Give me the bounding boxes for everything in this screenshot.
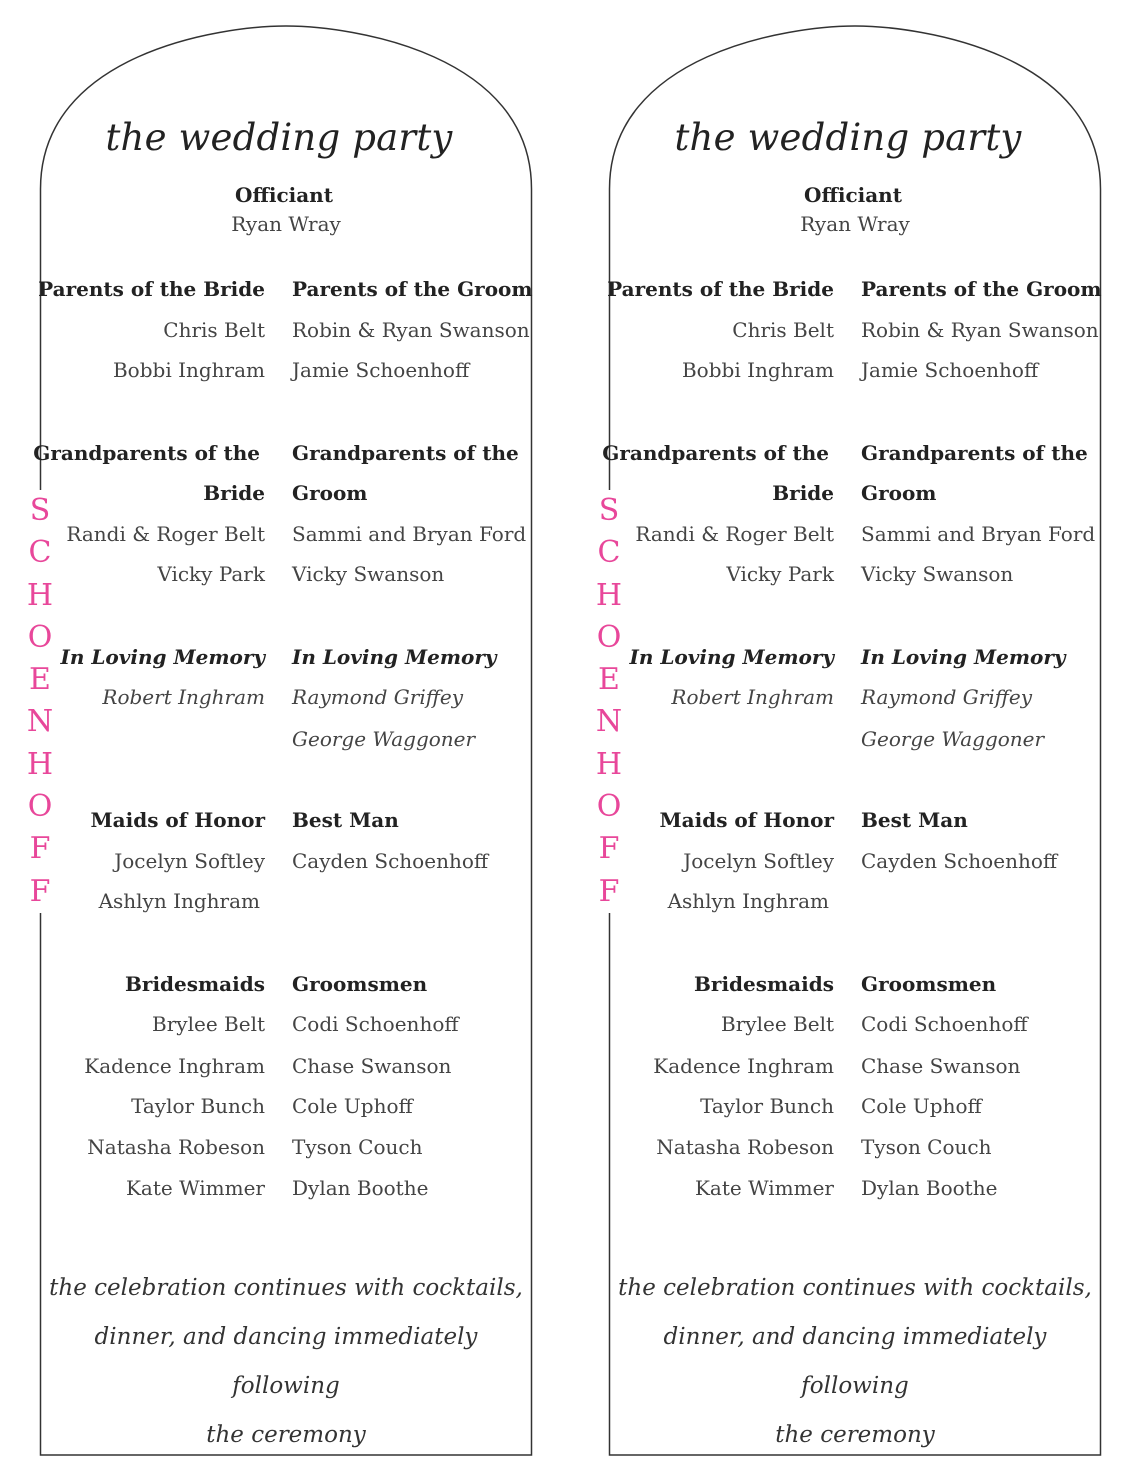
bridesmaids-heading: Bridesmaids [694,972,834,996]
bride-parent-name: Bobbi Inghram [681,358,834,382]
vertical-letter: S [29,493,51,528]
vertical-letter: H [26,746,54,782]
parents-of-groom-heading: Parents of the Groom [861,277,1102,301]
grandparents-of-groom-heading: Grandparents of the [861,441,1088,465]
program-panel-right [602,24,1102,1456]
grandparents-of-bride-heading-cont: Bride [203,481,265,505]
best-man-name: Cayden Schoenhoff [861,849,1058,873]
groomsman-name: Chase Swanson [861,1054,1021,1078]
grandparents-of-bride-heading: Grandparents of the [602,441,829,465]
closing-message [608,1264,1102,1460]
bridesmaid-name: Taylor Bunch [700,1094,834,1118]
bride-parent-name: Chris Belt [732,318,834,342]
parents-of-groom-heading: Parents of the Groom [292,277,533,301]
bridesmaid-name: Natasha Robeson [656,1135,834,1159]
groomsmen-heading: Groomsmen [292,972,428,996]
vertical-letter: O [27,789,53,825]
groom-parent-name: Robin & Ryan Swanson [861,318,1099,342]
vertical-letter: F [598,831,620,867]
vertical-letter: N [595,704,623,740]
officiant-name: Ryan Wray [231,212,341,236]
bride-grandparent-name: Randi & Roger Belt [635,522,834,546]
grandparents-of-groom-heading-cont: Groom [861,481,937,505]
memory-groom-heading: In Loving Memory [861,645,1066,669]
vertical-letter: O [27,619,53,655]
vertical-letter: O [596,789,622,825]
groom-grandparent-name: Sammi and Bryan Ford [861,522,1096,546]
vertical-family-name [20,490,60,913]
vertical-letter: S [598,493,620,528]
closing-line: the celebration continues with cocktails, [618,1275,1092,1301]
closing-line: the ceremony [206,1422,366,1448]
best-man-heading: Best Man [292,808,399,832]
groomsmen-heading: Groomsmen [861,972,997,996]
grandparents-of-groom-heading: Grandparents of the [292,441,519,465]
parents-of-bride-heading: Parents of the Bride [38,277,265,301]
grandparents-of-bride-heading: Grandparents of the [33,441,260,465]
officiant-name: Ryan Wray [800,212,910,236]
closing-line: the ceremony [775,1422,935,1448]
bridesmaid-name: Brylee Belt [721,1012,834,1036]
officiant-heading: Officiant [235,183,333,207]
groomsman-name: Cole Uphoff [861,1094,982,1118]
best-man-name: Cayden Schoenhoff [292,849,489,873]
vertical-family-name [589,490,629,913]
maid-of-honor-name: Ashlyn Inghram [98,889,260,913]
bride-grandparent-name: Randi & Roger Belt [66,522,265,546]
groomsman-name: Tyson Couch [292,1135,423,1159]
groom-grandparent-name: Sammi and Bryan Ford [292,522,527,546]
officiant-heading: Officiant [804,183,902,207]
memory-bride-heading: In Loving Memory [60,645,265,669]
closing-line: dinner, and dancing immediately following [94,1324,478,1399]
bridesmaid-name: Natasha Robeson [87,1135,265,1159]
memory-groom-heading: In Loving Memory [292,645,497,669]
groom-parent-name: Robin & Ryan Swanson [292,318,530,342]
grandparents-of-groom-heading-cont: Groom [292,481,368,505]
maids-of-honor-heading: Maids of Honor [659,808,834,832]
best-man-heading: Best Man [861,808,968,832]
groomsman-name: Codi Schoenhoff [292,1012,459,1036]
grandparents-of-bride-heading-cont: Bride [772,481,834,505]
panel-title: the wedding party [674,116,1022,159]
panel-title: the wedding party [105,116,453,159]
memory-groom-name: George Waggoner [861,727,1045,751]
vertical-letter: C [28,535,52,571]
memory-bride-heading: In Loving Memory [629,645,834,669]
vertical-letter: F [598,873,620,909]
groomsman-name: Tyson Couch [861,1135,992,1159]
bridesmaid-name: Kate Wimmer [125,1176,265,1200]
vertical-letter: F [29,873,51,909]
bride-grandparent-name: Vicky Park [726,562,834,586]
bridesmaid-name: Brylee Belt [152,1012,265,1036]
groom-grandparent-name: Vicky Swanson [861,562,1014,586]
groomsman-name: Cole Uphoff [292,1094,413,1118]
bride-grandparent-name: Vicky Park [157,562,265,586]
parents-of-bride-heading: Parents of the Bride [607,277,834,301]
vertical-letter: H [595,577,623,613]
closing-message [39,1264,533,1460]
groomsman-name: Chase Swanson [292,1054,452,1078]
vertical-letter: C [597,535,621,571]
vertical-letter: H [26,577,54,613]
memory-bride-name: Robert Inghram [671,685,834,709]
vertical-letter: E [29,662,51,698]
groom-parent-name: Jamie Schoenhoff [861,358,1039,382]
bride-parent-name: Chris Belt [163,318,265,342]
bridesmaids-heading: Bridesmaids [125,972,265,996]
bridesmaid-name: Kadence Inghram [84,1054,265,1078]
vertical-letter: N [26,704,54,740]
memory-groom-name: Raymond Griffey [861,685,1033,709]
maid-of-honor-name: Ashlyn Inghram [667,889,829,913]
maids-of-honor-heading: Maids of Honor [90,808,265,832]
groom-parent-name: Jamie Schoenhoff [292,358,470,382]
memory-bride-name: Robert Inghram [102,685,265,709]
bridesmaid-name: Kate Wimmer [694,1176,834,1200]
maid-of-honor-name: Jocelyn Softley [683,849,834,873]
groomsman-name: Codi Schoenhoff [861,1012,1028,1036]
program-panel-left [33,24,533,1456]
groomsman-name: Dylan Boothe [861,1176,998,1200]
vertical-letter: O [596,619,622,655]
groomsman-name: Dylan Boothe [292,1176,429,1200]
vertical-letter: F [29,831,51,867]
maid-of-honor-name: Jocelyn Softley [114,849,265,873]
memory-groom-name: George Waggoner [292,727,476,751]
vertical-letter: H [595,746,623,782]
closing-line: dinner, and dancing immediately following [663,1324,1047,1399]
bridesmaid-name: Taylor Bunch [131,1094,265,1118]
closing-line: the celebration continues with cocktails, [49,1275,523,1301]
bride-parent-name: Bobbi Inghram [112,358,265,382]
bridesmaid-name: Kadence Inghram [653,1054,834,1078]
groom-grandparent-name: Vicky Swanson [292,562,445,586]
vertical-letter: E [598,662,620,698]
memory-groom-name: Raymond Griffey [292,685,464,709]
